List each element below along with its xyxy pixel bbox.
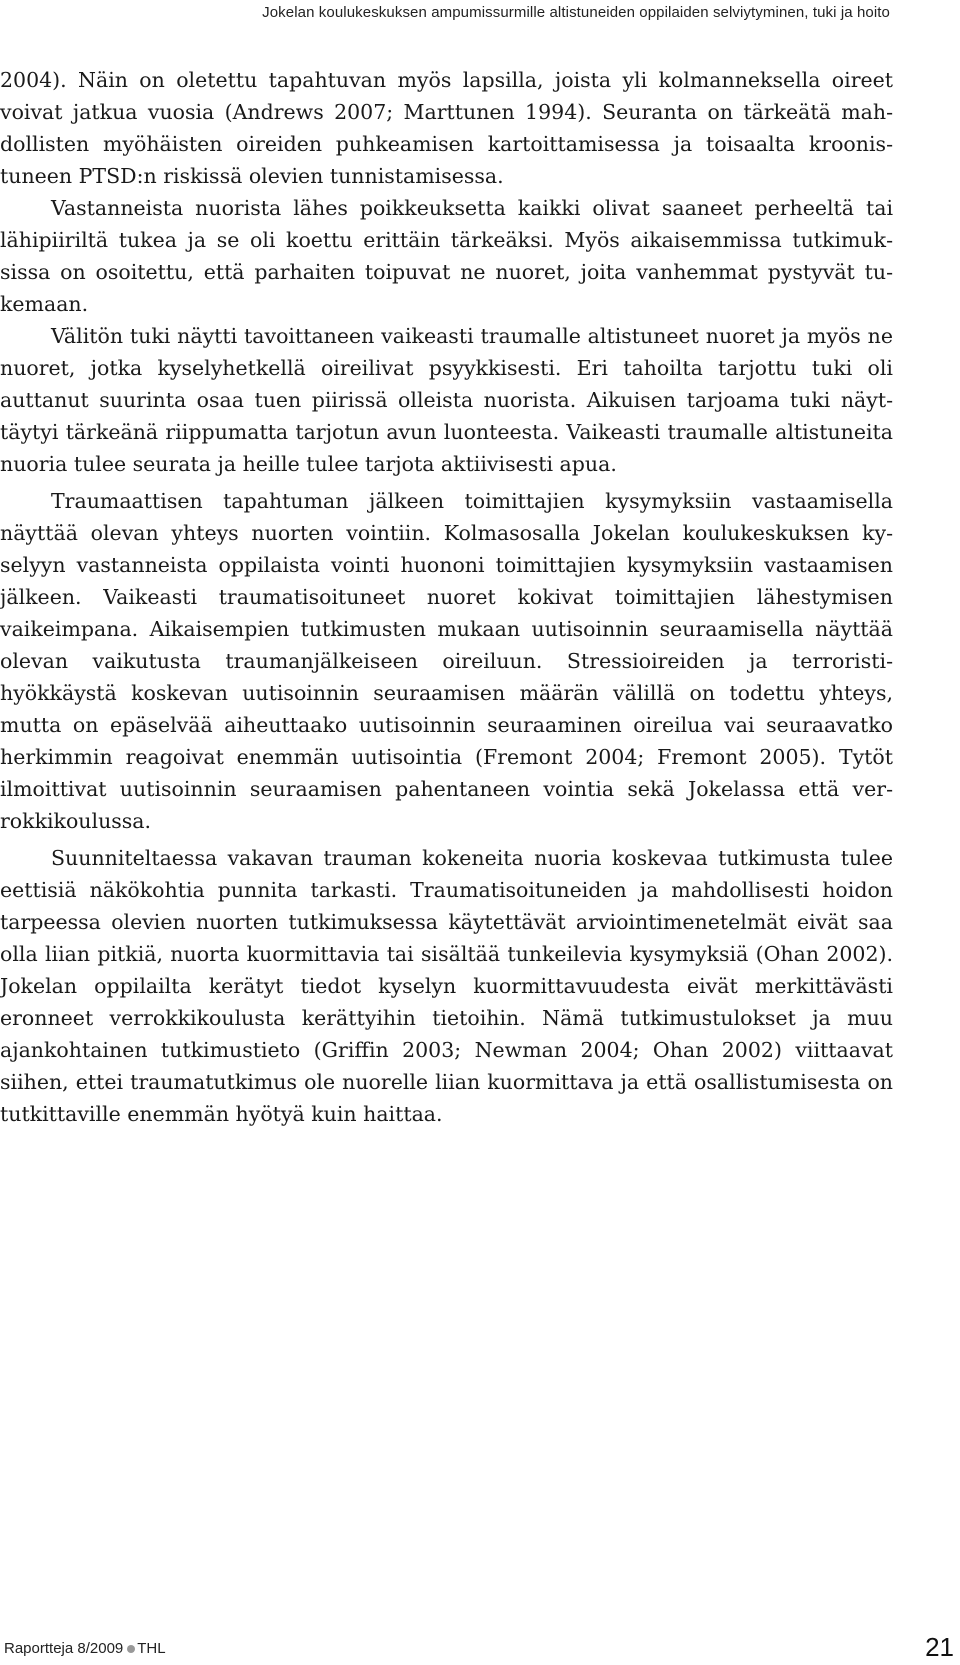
page-number: 21 [925,1632,954,1662]
page-footer [0,1625,960,1665]
paragraph-journalists: Traumaattisen tapahtuman jälkeen toimittajien kysymyksiin vastaamisella näyttää olevan yhteys nuorten vointiin. Kolmasosalla Jokelan koulukeskuksen kyselyyn vastanneista oppilaista vointi huononi toimittajien kysymyksiin vastaamisen jälkeen. Vaikeasti traumatisoituneet nuoret kokivat toimittajien lähestymisen vaikeimpana. Aikaisempien tutkimusten mukaan uutisoinnin seuraamisella näyttää olevan vaikutusta traumanjälkeiseen oireiluun. Stressioireiden ja terroristihyökkäystä koskevan uutisoinnin seuraamisen määrän välillä on todettu yhteys, mutta on epäselvää aiheuttaako uutisoinnin seuraaminen oireilua vai seuraavatko herkimmin reagoivat enemmän uutisointia (Fremont 2004; Fremont 2005). Tytöt ilmoittivat uutisoinnin seuraamisen pahentaneen vointia sekä Jokelassa että verrokkikoulussa. [0,489,893,833]
running-header: Jokelan koulukeskuksen ampumissurmille altistuneiden oppilaiden selviytyminen, tuki ja hoito [262,4,890,21]
footer-series: Raportteja 8/2009 [4,1640,124,1657]
paragraph-immediate-support: Välitön tuki näytti tavoittaneen vaikeasti traumalle altistuneet nuoret ja myös ne nuoret, jotka kyselyhetkellä oireilivat psyykkisesti. Eri tahoilta tarjottu tuki oli auttanut suurinta osaa tuen piirissä olleista nuorista. Aikuisen tarjoama tuki näyttäytyi tärkeänä riippumatta tarjotun avun luonteesta. Vaikeasti traumalle altistuneita nuoria tulee seurata ja heille tulee tarjota aktiivisesti apua. [0,324,893,476]
paragraph-continuation: 2004). Näin on oletettu tapahtuvan myös lapsilla, joista yli kolmanneksella oireet voivat jatkua vuosia (Andrews 2007; Marttunen 1994). Seuranta on tärkeätä mahdollisten myöhäisten oireiden puhkeamisen kartoittamisessa ja toisaalta kroonistuneen PTSD:n riskissä olevien tunnistamisessa. [0,68,893,188]
paragraph-ethics: Suunniteltaessa vakavan trauman kokeneita nuoria koskevaa tutkimusta tulee eettisiä näkökohtia punnita tarkasti. Traumatisoituneiden ja mahdollisesti hoidon tarpeessa olevien nuorten tutkimuksessa käytettävät arviointimenetelmät eivät saa olla liian pitkiä, nuorta kuormittavia tai sisältää tunkeilevia kysymyksiä (Ohan 2002). Jokelan oppilailta kerätyt tiedot kyselyn kuormittavuudesta eivät merkittävästi eronneet verrokkikoulusta kerättyihin tietoihin. Nämä tutkimustulokset ja muu ajankohtainen tutkimustieto (Griffin 2003; Newman 2004; Ohan 2002) viittaavat siihen, ettei traumatutkimus ole nuorelle liian kuormittava ja että osallistumisesta on tutkittaville enemmän hyötyä kuin haittaa. [0,846,893,1126]
paragraph-family-support: Vastanneista nuorista lähes poikkeuksetta kaikki olivat saaneet perheeltä tai lähipiiriltä tukea ja se oli koettu erittäin tärkeäksi. Myös aikaisemmissa tutkimuksissa on osoitettu, että parhaiten toipuvat ne nuoret, joita vanhemmat pystyvät tukemaan. [0,196,893,316]
bullet-icon [127,1645,135,1653]
footer-publisher: THL [137,1640,166,1657]
body-text [0,64,893,1130]
footer-publication [4,1640,166,1657]
